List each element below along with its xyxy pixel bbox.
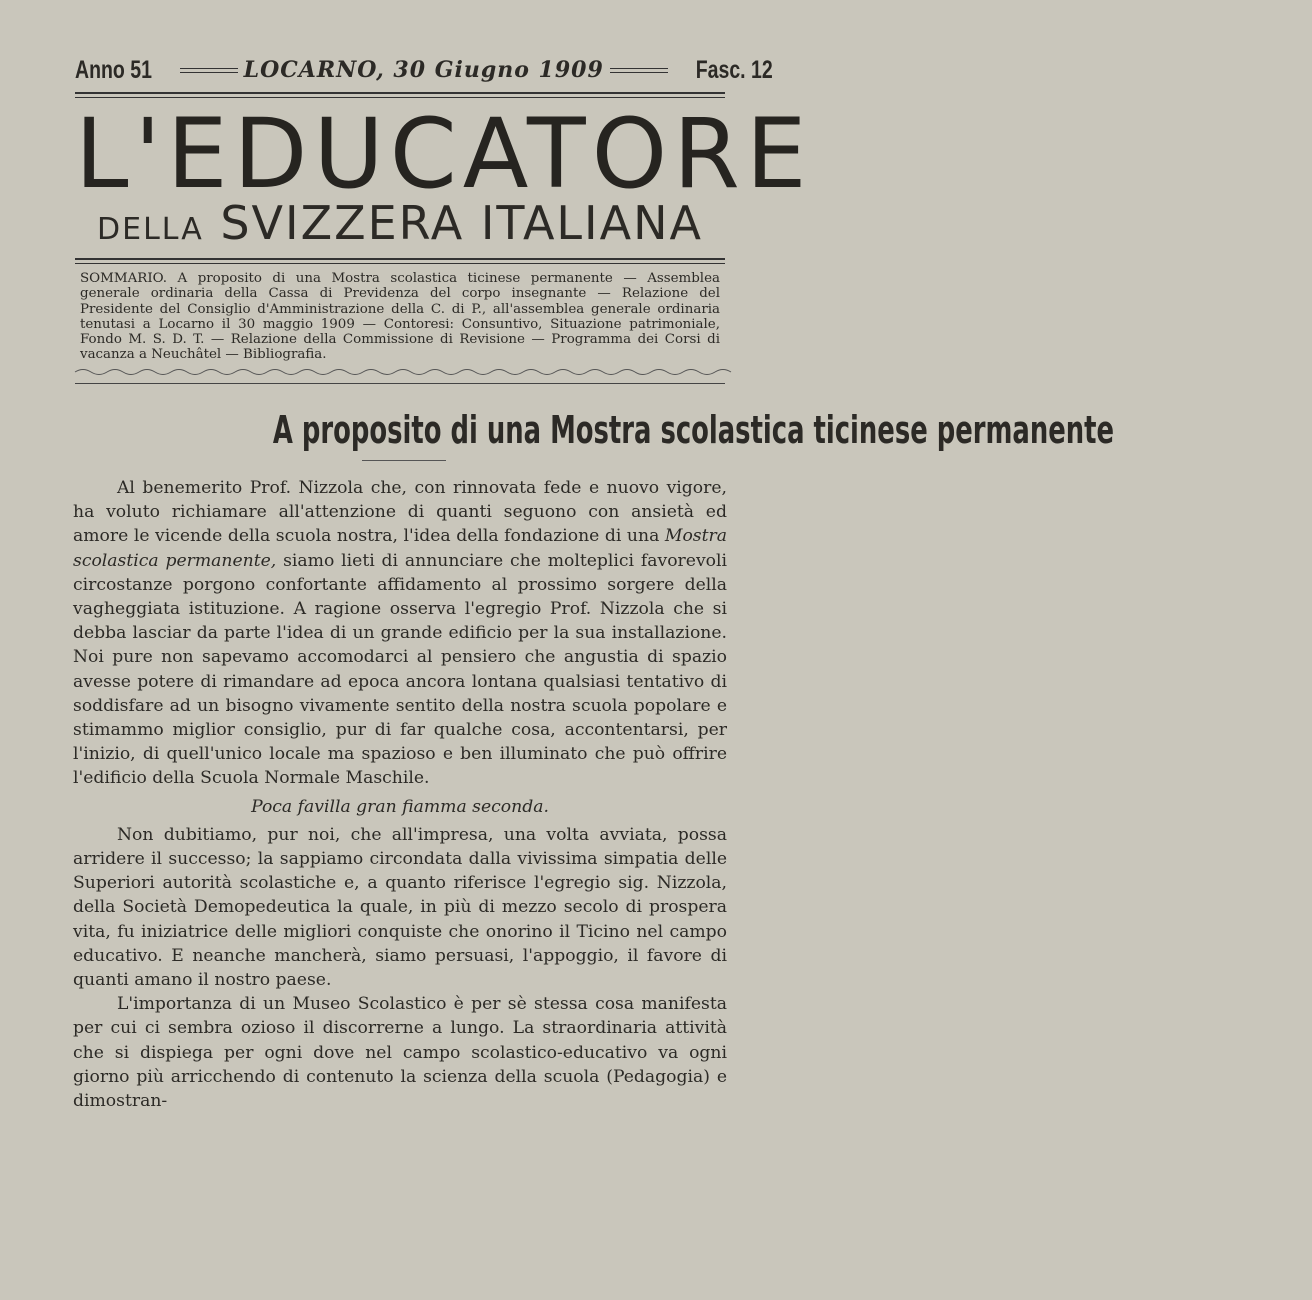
place-date: LOCARNO, 30 Giugno 1909	[243, 57, 604, 83]
summary-text: A proposito di una Mostra scolastica ticinese permanente — Assemblea generale ordinaria della Cassa di Previdenza del corpo insegnante — Relazione del Presidente del Consiglio d'Amministrazione della C. di P., all'assemblea generale ordinaria tenutasi a Locarno il 30 maggio 1909 — Contoresi: Consuntivo, Situazione patrimoniale, Fondo M. S. D. T. — Relazione della Commissione di Revisione — Programma dei Corsi di vacanza a Neuchâtel — Bibliografia.	[80, 271, 720, 363]
summary-label: SOMMARIO.	[80, 271, 168, 286]
header-divider-left	[180, 68, 238, 73]
article-body	[73, 476, 727, 1113]
article-title	[75, 405, 1115, 455]
title-underline	[362, 460, 446, 461]
motto: Poca favilla gran fiamma seconda.	[251, 796, 549, 817]
paragraph-3: L'importanza di un Museo Scolastico è per sè stessa cosa manifesta per cui ci sembra ozioso il discorrerne a lungo. La straordinaria attività che si dispiega per ogni dove nel campo scolastico-educativo va ogni giorno più arricchendo di contenuto la scienza della scuola (Pedagogia) e dimostran-	[73, 994, 727, 1112]
masthead-rule	[75, 258, 725, 264]
mostra-emphasis: Mostra scolastica permanente,	[73, 526, 727, 571]
masthead-title: L'EDUCATORE	[75, 98, 813, 210]
summary	[80, 271, 720, 363]
paragraph-1-end: siamo lieti di annunciare che molteplici favorevoli circostanze porgono confortante affidamento al prossimo sorgere della vagheggiata istituzione. A ragione osserva l'egregio Prof. Nizzola che si debba lasciar da parte l'idea di un grande edificio per la sua installazione. Noi pure non sapevamo accomodarci al pensiero che angustia di spazio avesse potere di rimandare ad epoca ancora lontana qualsiasi tentativo di soddisfare ad un bisogno vivamente sentito della nostra scuola popolare e stimammo miglior consiglio, pur di far qualche cosa, accontentarsi, per l'inizio, di quell'unico locale ma spazioso e ben illuminato che può offrire l'edificio della Scuola Normale Maschile.	[73, 550, 727, 789]
fascicle-number: Fasc. 12	[695, 55, 773, 84]
subtitle-svizzera-italiana: SVIZZERA ITALIANA	[203, 196, 703, 250]
header-divider-right	[610, 68, 668, 73]
summary-rule	[75, 383, 725, 384]
subtitle-della: DELLA	[97, 212, 204, 247]
issue-header	[75, 50, 773, 90]
wave-divider	[75, 367, 725, 377]
issue-number: Anno 51	[75, 55, 152, 84]
article-title-text: A proposito di una Mostra scolastica ticinese permanente	[272, 408, 1115, 452]
paragraph-1-start: Al benemerito Prof. Nizzola che, con rinnovata fede e nuovo vigore, ha voluto richiamare all'attenzione di quanti seguono con ansietà ed amore le vicende della scuola nostra, l'idea della fondazione di una	[73, 478, 727, 547]
paragraph-2: Non dubitiamo, pur noi, che all'impresa, una volta avviata, possa arridere il successo; la sappiamo circondata dalla vivissima simpatia delle Superiori autorità scolastiche e, a quanto riferisce l'egregio sig. Nizzola, della Società Demopedeutica la quale, in più di mezzo secolo di prospera vita, fu iniziatrice delle migliori conquiste che onorino il Ticino nel campo educativo. E neanche mancherà, siamo persuasi, l'appoggio, il favore di quanti amano il nostro paese.	[73, 824, 727, 991]
paragraph-1	[73, 476, 727, 791]
masthead-subtitle	[75, 198, 725, 255]
